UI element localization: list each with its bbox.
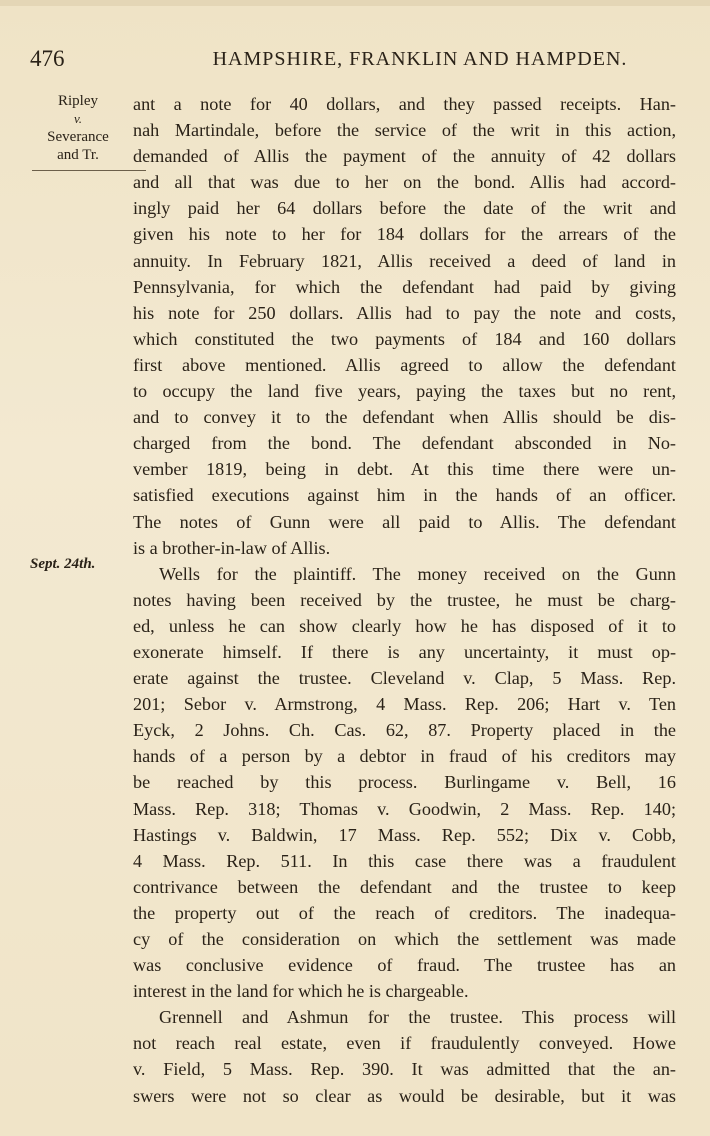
text-line: first above mentioned. Allis agreed to allow the defendant bbox=[133, 354, 676, 375]
text-line: nah Martindale, before the service of the writ in this action, bbox=[133, 120, 676, 141]
text-line: ant a note for 40 dollars, and they passed receipts. Han- bbox=[133, 94, 676, 114]
text-line: 4 Mass. Rep. 511. In this case there was a fraudulent bbox=[133, 850, 676, 871]
margin-case-name bbox=[28, 92, 128, 164]
text-line: 201; Sebor v. Armstrong, 4 Mass. Rep. 206; Hart v. Ten bbox=[133, 694, 676, 715]
text-line: was conclusive evidence of fraud. The trustee has an bbox=[133, 955, 676, 976]
text-line: The notes of Gunn were all paid to Allis. The defendant bbox=[133, 511, 676, 532]
text-line: be reached by this process. Burlingame v. Bell, 16 bbox=[133, 772, 676, 793]
running-head: HAMPSHIRE, FRANKLIN AND HAMPDEN. bbox=[212, 48, 628, 70]
text-line: vember 1819, being in debt. At this time there were un- bbox=[133, 459, 676, 480]
margin-case-line: and Tr. bbox=[57, 147, 99, 163]
margin-date-note: Sept. 24th. bbox=[30, 556, 96, 572]
text-line: given his note to her for 184 dollars for the arrears of the bbox=[133, 224, 676, 245]
text-line: notes having been received by the trustee, he must be charg- bbox=[133, 589, 676, 610]
text-line: which constituted the two payments of 184 and 160 dollars bbox=[133, 328, 676, 349]
body-text bbox=[133, 91, 676, 1109]
margin-case-line: v. bbox=[73, 111, 83, 126]
page-top-edge bbox=[0, 0, 710, 6]
text-line: interest in the land for which he is chargeable. bbox=[133, 981, 469, 1002]
text-line: hands of a person by a debtor in fraud of his creditors may bbox=[133, 746, 676, 767]
text-line: charged from the bond. The defendant absconded in No- bbox=[133, 433, 676, 454]
text-line: exonerate himself. If there is any uncertainty, it must op- bbox=[133, 641, 676, 662]
text-line: Eyck, 2 Johns. Ch. Cas. 62, 87. Property placed in the bbox=[133, 720, 676, 741]
text-line: satisfied executions against him in the hands of an officer. bbox=[133, 485, 676, 506]
text-line: erate against the trustee. Cleveland v. Clap, 5 Mass. Rep. bbox=[133, 668, 676, 689]
text-line: v. Field, 5 Mass. Rep. 390. It was admitted that the an- bbox=[133, 1059, 676, 1080]
text-line: and all that was due to her on the bond. Allis had accord- bbox=[133, 172, 676, 193]
text-line: is a brother-in-law of Allis. bbox=[133, 537, 331, 558]
text-line: Pennsylvania, for which the defendant had paid by giving bbox=[133, 276, 676, 297]
page-header bbox=[30, 46, 680, 76]
margin-case-line: Severance bbox=[47, 129, 109, 145]
text-line: to occupy the land five years, paying the taxes but no rent, bbox=[133, 381, 676, 402]
text-line: contrivance between the defendant and the trustee to keep bbox=[133, 876, 676, 897]
text-line: cy of the consideration on which the settlement was made bbox=[133, 929, 676, 949]
text-line: annuity. In February 1821, Allis received a deed of land in bbox=[133, 250, 676, 271]
text-line: Grennell and Ashmun for the trustee. This process will bbox=[159, 1007, 676, 1028]
text-line: Wells for the plaintiff. The money received on the Gunn bbox=[159, 563, 676, 584]
text-line: ed, unless he can show clearly how he has disposed of it to bbox=[133, 615, 676, 636]
text-line: his note for 250 dollars. Allis had to pay the note and costs, bbox=[133, 302, 676, 323]
text-line: the property out of the reach of creditors. The inadequa- bbox=[133, 902, 676, 923]
page-number: 476 bbox=[30, 46, 65, 71]
text-line: and to convey it to the defendant when Allis should be dis- bbox=[133, 407, 676, 428]
text-line: not reach real estate, even if fraudulently conveyed. Howe bbox=[133, 1033, 676, 1054]
text-line: Hastings v. Baldwin, 17 Mass. Rep. 552; Dix v. Cobb, bbox=[133, 824, 676, 845]
text-line: demanded of Allis the payment of the annuity of 42 dollars bbox=[133, 146, 676, 167]
margin-case-line: Ripley bbox=[58, 93, 98, 109]
margin-rule bbox=[32, 170, 146, 171]
text-line: Mass. Rep. 318; Thomas v. Goodwin, 2 Mass. Rep. 140; bbox=[133, 798, 676, 819]
text-line: ingly paid her 64 dollars before the date of the writ and bbox=[133, 198, 676, 219]
text-line: swers were not so clear as would be desirable, but it was bbox=[133, 1085, 676, 1106]
